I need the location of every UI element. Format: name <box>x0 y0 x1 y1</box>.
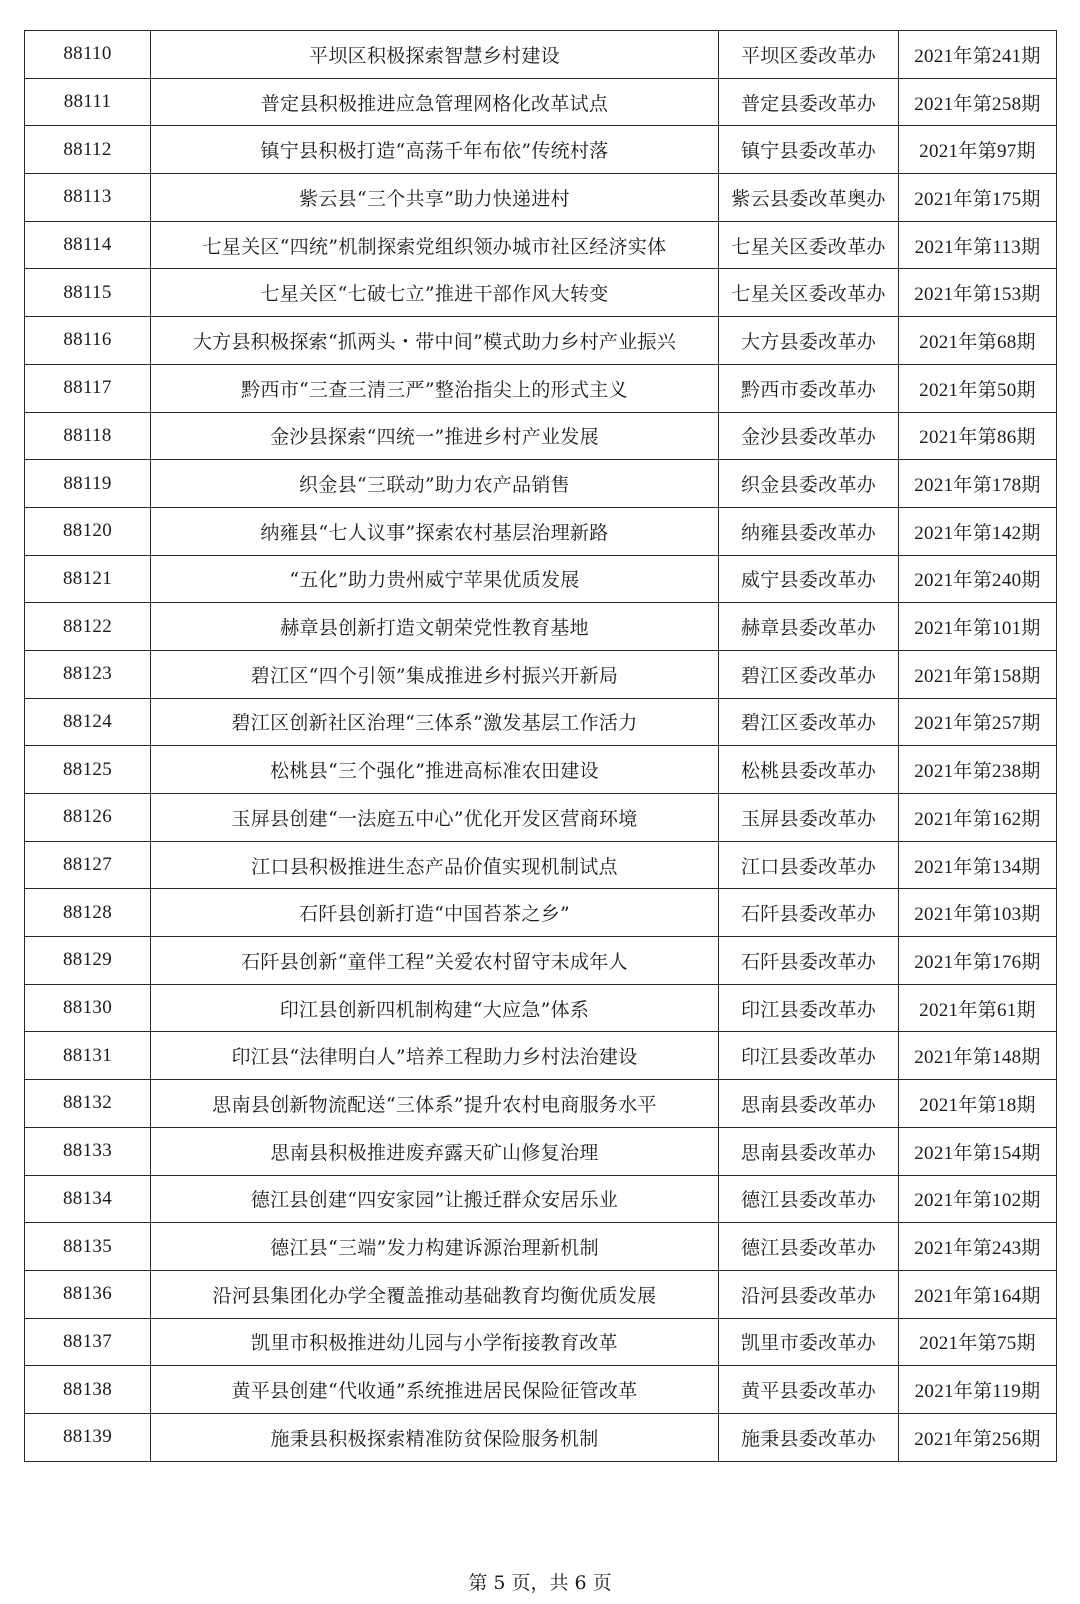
table-row <box>25 317 1057 365</box>
table-row <box>25 603 1057 651</box>
row-id: 88113 <box>25 174 151 222</box>
row-dept: 赫章县委改革办 <box>719 603 899 651</box>
row-id: 88122 <box>25 603 151 651</box>
row-issue: 2021年第164期 <box>899 1270 1057 1318</box>
row-issue: 2021年第175期 <box>899 174 1057 222</box>
row-title: 纳雍县“七人议事”探索农村基层治理新路 <box>151 507 719 555</box>
row-issue: 2021年第119期 <box>899 1366 1057 1414</box>
row-title: 石阡县创新“童伴工程”关爱农村留守未成年人 <box>151 937 719 985</box>
row-issue: 2021年第86期 <box>899 412 1057 460</box>
row-title: 凯里市积极推进幼儿园与小学衔接教育改革 <box>151 1318 719 1366</box>
row-title: 沿河县集团化办学全覆盖推动基础教育均衡优质发展 <box>151 1270 719 1318</box>
row-id: 88128 <box>25 889 151 937</box>
table-row <box>25 1032 1057 1080</box>
table-row <box>25 460 1057 508</box>
row-id: 88124 <box>25 698 151 746</box>
row-dept: 思南县委改革办 <box>719 1127 899 1175</box>
row-id: 88127 <box>25 841 151 889</box>
row-issue: 2021年第18期 <box>899 1080 1057 1128</box>
row-title: 德江县“三端”发力构建诉源治理新机制 <box>151 1223 719 1271</box>
row-issue: 2021年第243期 <box>899 1223 1057 1271</box>
row-title: 黔西市“三查三清三严”整治指尖上的形式主义 <box>151 364 719 412</box>
row-dept: 平坝区委改革办 <box>719 31 899 79</box>
row-issue: 2021年第158期 <box>899 650 1057 698</box>
row-issue: 2021年第148期 <box>899 1032 1057 1080</box>
row-id: 88115 <box>25 269 151 317</box>
row-issue: 2021年第50期 <box>899 364 1057 412</box>
row-id: 88114 <box>25 221 151 269</box>
row-dept: 黄平县委改革办 <box>719 1366 899 1414</box>
row-issue: 2021年第258期 <box>899 78 1057 126</box>
row-id: 88129 <box>25 937 151 985</box>
row-title: 江口县积极推进生态产品价值实现机制试点 <box>151 841 719 889</box>
row-dept: 威宁县委改革办 <box>719 555 899 603</box>
table-row <box>25 937 1057 985</box>
table-row <box>25 1270 1057 1318</box>
row-issue: 2021年第61期 <box>899 984 1057 1032</box>
row-id: 88132 <box>25 1080 151 1128</box>
row-id: 88133 <box>25 1127 151 1175</box>
row-id: 88118 <box>25 412 151 460</box>
table-row <box>25 1223 1057 1271</box>
row-id: 88126 <box>25 794 151 842</box>
row-dept: 石阡县委改革办 <box>719 937 899 985</box>
row-title: 德江县创建“四安家园”让搬迁群众安居乐业 <box>151 1175 719 1223</box>
row-id: 88119 <box>25 460 151 508</box>
table-row <box>25 1080 1057 1128</box>
row-dept: 金沙县委改革办 <box>719 412 899 460</box>
table-row <box>25 841 1057 889</box>
document-table <box>24 30 1057 1462</box>
row-id: 88117 <box>25 364 151 412</box>
row-issue: 2021年第153期 <box>899 269 1057 317</box>
row-issue: 2021年第162期 <box>899 794 1057 842</box>
row-issue: 2021年第68期 <box>899 317 1057 365</box>
row-dept: 玉屏县委改革办 <box>719 794 899 842</box>
row-dept: 碧江区委改革办 <box>719 650 899 698</box>
row-title: 思南县创新物流配送“三体系”提升农村电商服务水平 <box>151 1080 719 1128</box>
table-row <box>25 650 1057 698</box>
row-issue: 2021年第103期 <box>899 889 1057 937</box>
row-dept: 石阡县委改革办 <box>719 889 899 937</box>
row-dept: 织金县委改革办 <box>719 460 899 508</box>
row-title: 七星关区“七破七立”推进干部作风大转变 <box>151 269 719 317</box>
row-title: “五化”助力贵州威宁苹果优质发展 <box>151 555 719 603</box>
row-id: 88121 <box>25 555 151 603</box>
row-issue: 2021年第113期 <box>899 221 1057 269</box>
row-issue: 2021年第178期 <box>899 460 1057 508</box>
row-title: 碧江区“四个引领”集成推进乡村振兴开新局 <box>151 650 719 698</box>
row-title: 镇宁县积极打造“高荡千年布依”传统村落 <box>151 126 719 174</box>
row-id: 88130 <box>25 984 151 1032</box>
row-title: 七星关区“四统”机制探索党组织领办城市社区经济实体 <box>151 221 719 269</box>
row-id: 88112 <box>25 126 151 174</box>
row-issue: 2021年第238期 <box>899 746 1057 794</box>
row-issue: 2021年第142期 <box>899 507 1057 555</box>
table-row <box>25 31 1057 79</box>
row-title: 金沙县探索“四统一”推进乡村产业发展 <box>151 412 719 460</box>
row-title: 碧江区创新社区治理“三体系”激发基层工作活力 <box>151 698 719 746</box>
row-title: 石阡县创新打造“中国苔茶之乡” <box>151 889 719 937</box>
row-dept: 松桃县委改革办 <box>719 746 899 794</box>
row-dept: 碧江区委改革办 <box>719 698 899 746</box>
row-dept: 沿河县委改革办 <box>719 1270 899 1318</box>
row-issue: 2021年第256期 <box>899 1413 1057 1461</box>
table-row <box>25 126 1057 174</box>
table-row <box>25 78 1057 126</box>
table-row <box>25 555 1057 603</box>
row-id: 88120 <box>25 507 151 555</box>
row-id: 88139 <box>25 1413 151 1461</box>
row-issue: 2021年第102期 <box>899 1175 1057 1223</box>
row-title: 玉屏县创建“一法庭五中心”优化开发区营商环境 <box>151 794 719 842</box>
row-dept: 镇宁县委改革办 <box>719 126 899 174</box>
row-title: 黄平县创建“代收通”系统推进居民保险征管改革 <box>151 1366 719 1414</box>
table-row <box>25 1175 1057 1223</box>
row-issue: 2021年第154期 <box>899 1127 1057 1175</box>
row-dept: 印江县委改革办 <box>719 1032 899 1080</box>
row-title: 施秉县积极探索精准防贫保险服务机制 <box>151 1413 719 1461</box>
table-row <box>25 364 1057 412</box>
row-id: 88135 <box>25 1223 151 1271</box>
row-title: 印江县创新四机制构建“大应急”体系 <box>151 984 719 1032</box>
table-row <box>25 794 1057 842</box>
row-issue: 2021年第240期 <box>899 555 1057 603</box>
row-title: 织金县“三联动”助力农产品销售 <box>151 460 719 508</box>
row-title: 思南县积极推进废弃露天矿山修复治理 <box>151 1127 719 1175</box>
row-id: 88111 <box>25 78 151 126</box>
row-issue: 2021年第241期 <box>899 31 1057 79</box>
row-dept: 七星关区委改革办 <box>719 269 899 317</box>
row-dept: 思南县委改革办 <box>719 1080 899 1128</box>
row-dept: 江口县委改革办 <box>719 841 899 889</box>
table-row <box>25 1366 1057 1414</box>
table-row <box>25 698 1057 746</box>
row-issue: 2021年第134期 <box>899 841 1057 889</box>
row-id: 88116 <box>25 317 151 365</box>
row-id: 88131 <box>25 1032 151 1080</box>
row-title: 赫章县创新打造文朝荣党性教育基地 <box>151 603 719 651</box>
row-issue: 2021年第176期 <box>899 937 1057 985</box>
row-title: 松桃县“三个强化”推进高标准农田建设 <box>151 746 719 794</box>
table-row <box>25 507 1057 555</box>
row-id: 88136 <box>25 1270 151 1318</box>
row-dept: 施秉县委改革办 <box>719 1413 899 1461</box>
table-row <box>25 1127 1057 1175</box>
row-title: 普定县积极推进应急管理网格化改革试点 <box>151 78 719 126</box>
row-dept: 黔西市委改革办 <box>719 364 899 412</box>
row-dept: 普定县委改革办 <box>719 78 899 126</box>
row-id: 88138 <box>25 1366 151 1414</box>
row-dept: 七星关区委改革办 <box>719 221 899 269</box>
table-row <box>25 221 1057 269</box>
row-id: 88125 <box>25 746 151 794</box>
row-issue: 2021年第75期 <box>899 1318 1057 1366</box>
row-id: 88110 <box>25 31 151 79</box>
row-title: 印江县“法律明白人”培养工程助力乡村法治建设 <box>151 1032 719 1080</box>
row-dept: 紫云县委改革奥办 <box>719 174 899 222</box>
table-row <box>25 269 1057 317</box>
table-row <box>25 1318 1057 1366</box>
row-title: 大方县积极探索“抓两头・带中间”模式助力乡村产业振兴 <box>151 317 719 365</box>
row-id: 88123 <box>25 650 151 698</box>
row-dept: 印江县委改革办 <box>719 984 899 1032</box>
table-row <box>25 412 1057 460</box>
table-row <box>25 1413 1057 1461</box>
row-dept: 凯里市委改革办 <box>719 1318 899 1366</box>
row-issue: 2021年第101期 <box>899 603 1057 651</box>
row-id: 88134 <box>25 1175 151 1223</box>
row-title: 紫云县“三个共享”助力快递进村 <box>151 174 719 222</box>
table-row <box>25 174 1057 222</box>
row-dept: 大方县委改革办 <box>719 317 899 365</box>
row-issue: 2021年第97期 <box>899 126 1057 174</box>
table-body <box>25 31 1057 1462</box>
table-row <box>25 984 1057 1032</box>
table-row <box>25 889 1057 937</box>
table-row <box>25 746 1057 794</box>
row-dept: 德江县委改革办 <box>719 1175 899 1223</box>
row-id: 88137 <box>25 1318 151 1366</box>
page-number: 第 5 页，共 6 页 <box>468 1572 612 1594</box>
row-dept: 纳雍县委改革办 <box>719 507 899 555</box>
row-title: 平坝区积极探索智慧乡村建设 <box>151 31 719 79</box>
row-dept: 德江县委改革办 <box>719 1223 899 1271</box>
row-issue: 2021年第257期 <box>899 698 1057 746</box>
